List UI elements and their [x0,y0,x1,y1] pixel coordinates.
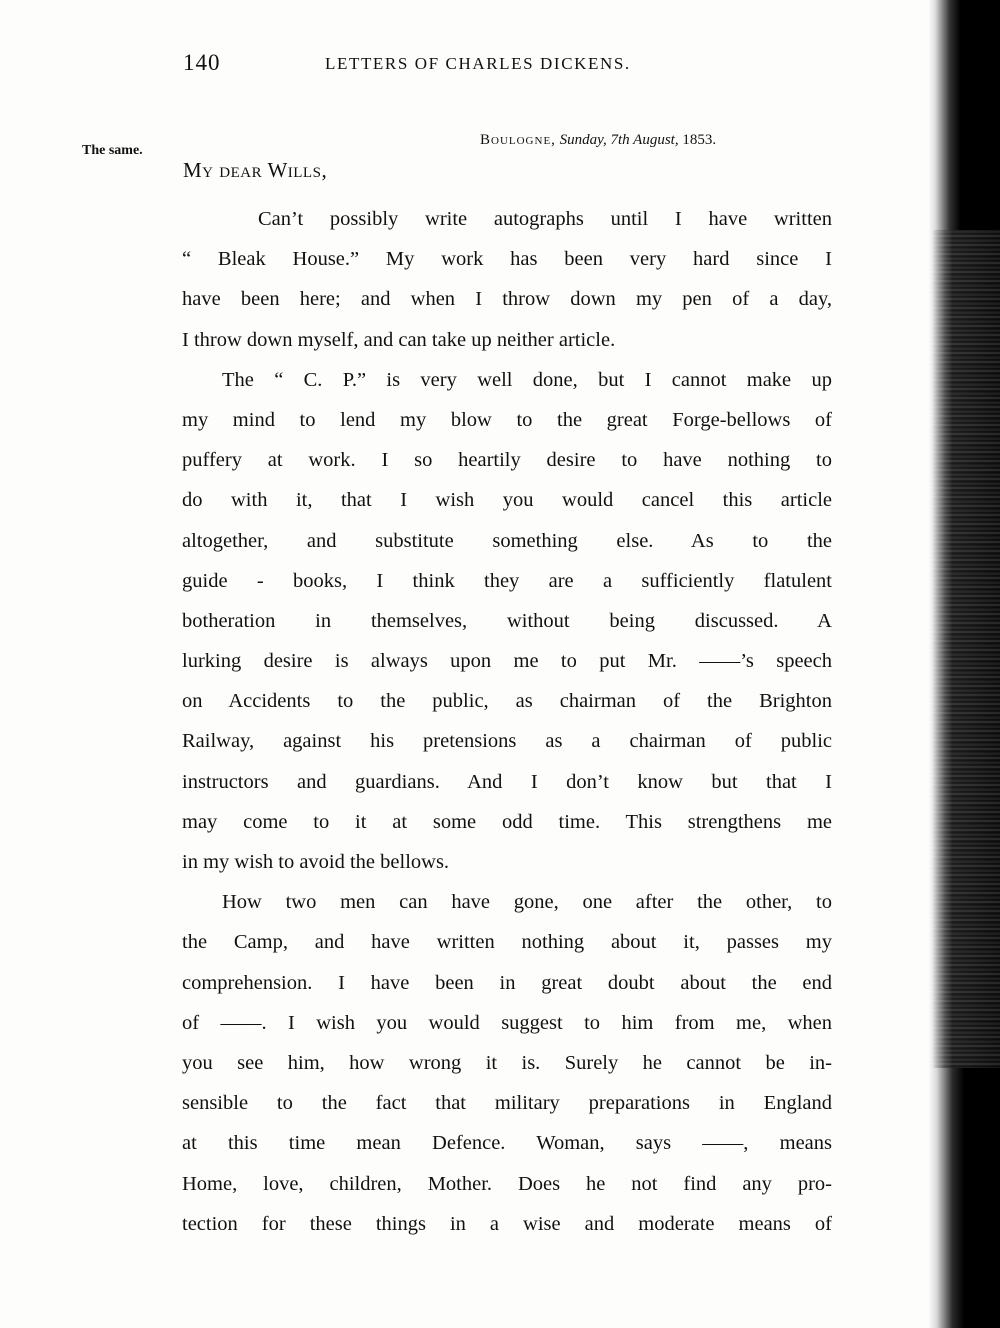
text-line: at this time mean Defence. Woman, says ——, means [182,1132,832,1155]
text-line: puffery at work. I so heartily desire to have nothing to [182,449,832,472]
dateline-day: Sunday, [559,132,607,148]
text-line: How two men can have gone, one after the other, to [222,891,832,914]
text-line: do with it, that I wish you would cancel this article [182,489,832,512]
text-line: altogether, and substitute something else. As to the [182,529,832,552]
text-line: tection for these things in a wise and moderate means of [182,1212,832,1235]
text-line: you see him, how wrong it is. Surely he cannot be in- [182,1051,832,1074]
text-line: Can’t possibly write autographs until I have written [258,208,832,230]
text-line: have been here; and when I throw down my pen of a day, [182,288,832,311]
text-line: Railway, against his pretensions as a chairman of public [182,730,832,753]
text-line: “ Bleak House.” My work has been very hard since I [182,248,832,271]
text-line: comprehension. I have been in great doubt about the end [182,971,832,994]
paragraph-3 [182,882,832,1244]
text-line: I throw down myself, and can take up neither article. [182,328,616,351]
text-line: sensible to the fact that military preparations in England [182,1092,832,1115]
page-number: 140 [183,50,221,75]
text-line: guide - books, I think they are a sufficiently flatulent [182,569,832,592]
scanned-book-edge-bottom [928,1068,1000,1328]
text-line: botheration in themselves, without being discussed. A [182,609,832,632]
letter-dateline [480,132,716,149]
dateline-date: 7th August, [610,132,679,148]
text-line: my mind to lend my blow to the great Forge-bellows of [182,408,832,431]
text-line: instructors and guardians. And I don’t know but that I [182,770,832,793]
paragraph-1 [182,199,832,360]
letter-body [182,199,832,1244]
text-line: may come to it at some odd time. This strengthens me [182,810,832,833]
text-line: in my wish to avoid the bellows. [182,851,450,873]
scanned-book-edge-top [928,0,1000,230]
paragraph-2 [182,360,832,882]
dateline-place: Boulogne, [480,132,556,148]
text-line: of ——. I wish you would suggest to him from me, when [182,1011,832,1034]
text-line: Home, love, children, Mother. Does he not find any pro- [182,1172,832,1195]
margin-note: The same. [82,143,143,158]
letter-salutation: My dear Wills, [183,158,328,182]
page-header [183,50,703,78]
text-line: on Accidents to the public, as chairman of the Brighton [182,690,832,713]
running-head: LETTERS OF CHARLES DICKENS. [325,54,631,73]
text-line: lurking desire is always upon me to put Mr. ——’s speech [182,650,832,673]
text-line: The “ C. P.” is very well done, but I cannot make up [222,368,832,391]
dateline-year: 1853. [682,132,717,148]
text-line: the Camp, and have written nothing about it, passes my [182,931,832,954]
